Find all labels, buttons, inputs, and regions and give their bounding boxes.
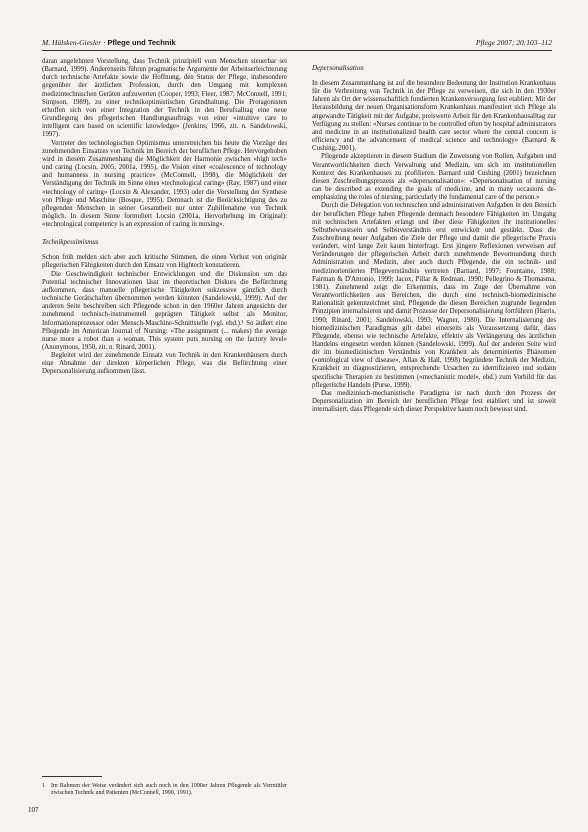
paragraph: In diesem Zusammenhang ist auf die besondere Bedeutung der Institution Krankenhaus für die Verbreitung von Technik in der Pflege zu verweisen, die sich in den 1930er Jahren als Ort der wissenschaftlich fundierten Krankenversorgung fest etabliert. Mit der Herausbildung der neuen Organisationsform Krankenhaus manifestiert sich Pflege als angewandte Tätigkeit mit der Aufgabe, preiswerte Arbeit für den Krankenhausalltag zur Verfügung zu stellen: «Nurses continue to be controlled often by hospital administrators and medicine in an institutionalized health care sector where the central concern is efficiency and the advancement of medical science and technology» (Barnard & Cushing, 2001).	[312, 80, 556, 153]
paragraph: Die Geschwindigkeit technischer Entwicklungen und die Diskussion um das Potential technischer Innovationen lässt im theoretischen Diskurs die Befürchtung aufkommen, dass manuelle pflegerische Tätigkeiten sukzessive gänzlich durch technische Gerätschaften übernommen werden könnten (Sandelowski, 1999). Auf der anderen Seite beschreiben sich Pflegende schon in den 1960er Jahren angesichts der zunehmend technisch-instrumentell geprägten Tätigkeit selbst als Monitor, Informationsprozessor oder Mensch-Maschine-Schnittstelle (vgl. ebd.).¹ So äußert eine Pflegende im American Journal of Nursing: «The assignment (... makes) the average nurse more a robot than a woman. This system puts nursing on the factory level» (Anonymous, 1950, zit. n. Rinard, 2001).	[42, 270, 287, 351]
paragraph: Durch die Delegation von technischen und administrativen Aufgaben in den Bereich der beruflichen Pflege haben Pflegende demnach besondere Fähigkeiten im Umgang mit technischen Artefakten erlangt und über diese Fähigkeiten ihr institutionelles Selbstbewusstsein und Selbstverständnis erst entwickelt und gestärkt. Dass die Zuschreibung neuer Aufgaben die Ziele der Pflege und damit die pflegerische Praxis verändert, wird lange Zeit kaum hinterfragt. Erst jüngere Reflexionen verweisen auf Veränderungen der pflegerischen Arbeit durch zunehmende Bevormundung durch Administration und Medizin, aber auch durch Pflegende, die ein technik- und medizinorientiertes Pflegeverständnis vertreten (Barnard, 1997; Fountaine, 1988; Fairman & D'Antonio, 1999; Jacox, Pillar & Redman, 1990; Pellegrino & Thomasma, 1981). Zunehmend zeigt die Erkenntnis, dass im Zuge der Übernahme von Verantwortlichkeiten aus Bereichen, die durch eine technisch-biomedizinische Rationalität gekennzeichnet sind, Pflegende die diesen Bereichen zugrunde liegenden Prinzipien internalisieren und damit Prozesse der Depersonalisierung fortführen (Harris, 1990; Rinard, 2001; Sandelowski, 1993; Wagner, 1980). Die Internalisierung des biomedizinischen Paradigmas gilt dabei einerseits als Voraussetzung dafür, dass Pflegende, ebenso wie technische Artefakte, effektiv als Verlängerung des ärztlichen Handelns eingesetzt werden können (Sandelowski, 1999). Auf der anderen Seite wird dir im biomedizinischen Verständnis von Krankheit als determiniertes Phänomen («ontological view of disease», Allan & Hall, 1998) begründete Technik der Medizin, Krankheit zu diagnostizieren, entsprechende Ursachen zu identifizieren und sodann spezifische Therapien zu bestimmen («mechanistic model», ebd.) zum Vorbild für das pflegerische Handeln (Purse, 1999).	[312, 202, 556, 389]
paragraph: Pflegende akzeptieren in diesem Stadium die Zuweisung von Rollen, Aufgaben und Verantwortlichkeiten durch Verwaltung und Medizin, um sich im institutionellen Kontext des Krankenhauses zu profilieren. Barnard und Cushing (2001) bezeichnen diesen Zuschreibungsprozess als «depersonalisation»: «Depersonalisation of nursing can be described as extending the goals of medicine, and in many occasions de-emphasizing the roles of nursing, particularly the fundamental care of the person.»	[312, 153, 556, 202]
footnote	[42, 776, 287, 798]
paragraph: daran angelehnten Vorstellung, dass Technik prinzipiell vom Menschen steuerbar sei (Barnard, 1999). Anderenseits führen pragmatische Argumente der Arbeitserleichterung durch technische Artefakte sowie die Hoffnung, den Status der Pflege, insbesondere gegenüber der ärztlichen Profession, durch den Umgang mit komplexen medizintechnischen Geräten aufzuwerten (Cooper, 1993; Fleer, 1987; McConnell, 1991; Simpson, 1989), zu einer technikoptimistischen Grundhaltung. Die Protagonisten erhoffen sich von einer Integration der Technik in den Berufsalltag eine neue Grundlegung des pflegerischen Handlungsauftrags von einer «intuitive care to intelligent care based on scientific knowledge» (Jenkins, 1966, zit. n. Sandelowski, 1997).	[42, 58, 287, 139]
section-heading: Depersonalisation	[312, 64, 364, 72]
left-column	[42, 58, 287, 377]
running-header	[42, 36, 552, 51]
header-left: M. Hülsken-Giesler · Pflege und Technik	[42, 38, 176, 47]
footnote-rule	[42, 776, 102, 777]
right-column	[312, 58, 556, 414]
section-heading: Technikpessimismus	[42, 238, 99, 247]
page-number: 107	[28, 806, 39, 814]
header-journal: Pflege und Technik	[107, 38, 176, 47]
footnote-text: Im Rahmen der Weise verändert sich auch noch in den 1990er Jahren Pflegende als Vermittler zwischen Technik und Patienten (McConnell, 1990, 1991).	[51, 783, 287, 797]
footnote-number: 1	[42, 783, 45, 789]
paragraph: Vertreter des technologischen Optimismus unterstreichen bis heute die Vorzüge des zunehmenden Einsatzes von Technik im Bereich der beruflichen Pflege. Hervorgehoben wird in diesem Zusammenhang die Möglichkeit der Harmonie zwischen «high tech» und caring (Locsin, 2005, 2001a, 1995), die Vision einer «coalescence of technology and humanness in nursing practice» (McConnell, 1998), die Möglichkeit der Verständigung der Technik im Sinne eines «technological caring» (Ray, 1987) und einer «technology of caring» (Locsin & Alexander, 1993) oder die Vorstellung der Synthese von Pflege und Maschine (Bosque, 1995). Demnach ist die Berücksichtigung des zu pflegenden Menschen in seiner Gesamtheit nur unter Zuhilfenahme von Technik möglich. In diesem Sinne formuliert Locsin (2001a, Hervorhebung im Original): «technological competency is an expression of caring in nursing».	[42, 139, 287, 229]
header-authors: M. Hülsken-Giesler	[42, 38, 102, 47]
paragraph: Das medizinisch-mechanistische Paradigma ist nach durch den Prozess der Depersonalization im Bereich der beruflichen Pflege fest etabliert und ist soweit internalisiert, dass Pflegende sich dieser Perspektive kaum noch bewusst sind.	[312, 389, 556, 414]
paragraph: Schon früh melden sich aber auch kritische Stimmen, die einen Verlust von originär pflegerischen Fähigkeiten durch den Einsatz von Hightech konstatieren.	[42, 254, 287, 270]
paragraph: Begleitet wird der zunehmende Einsatz von Technik in den Krankenhäusern durch eine Abnahme der direkten körperlichen Pflege, was die Befürchtung einer Depersonalisierung aufkommen lässt.	[42, 352, 287, 376]
header-citation: Pflege 2007; 20:103–112	[475, 38, 552, 47]
